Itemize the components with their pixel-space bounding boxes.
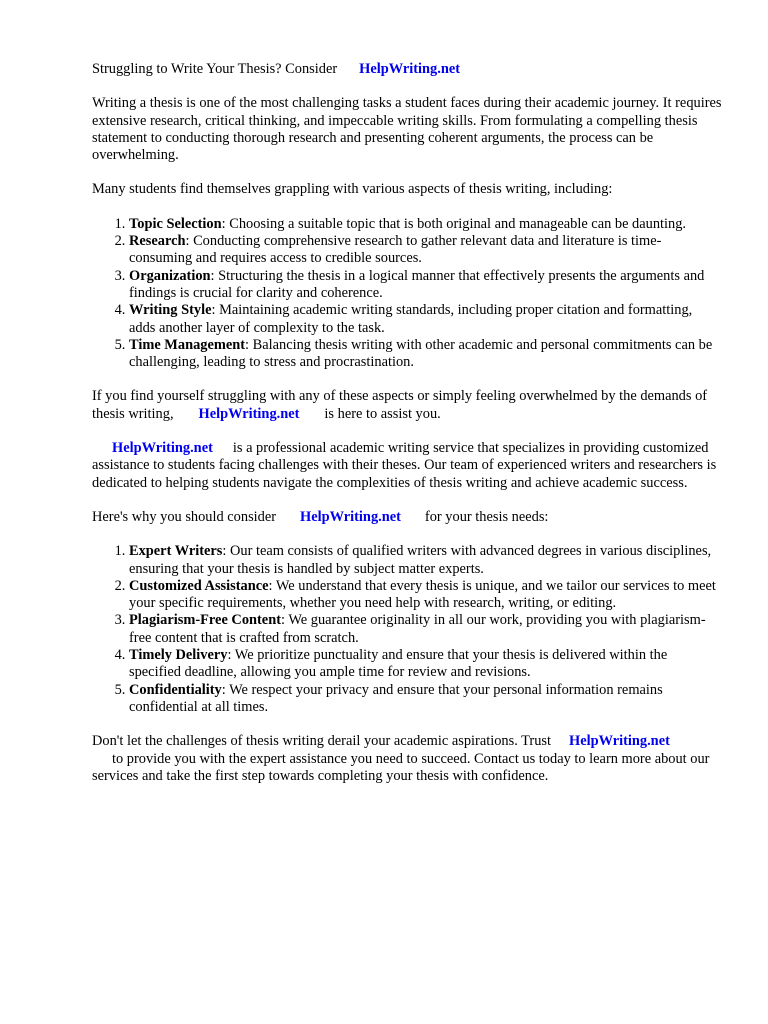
list-item: 2. Research: Conducting comprehensive research to gather relevant data and literature is time-consuming and requires access to credible sources. [129,233,722,268]
list-item-term: Organization [129,267,211,284]
list-item-term: Research [129,233,186,250]
intro-paragraph: Writing a thesis is one of the most challenging tasks a student faces during their academic journey. It requires extensive research, critical thinking, and impeccable writing skills. From formulating a compelling thesis statement to conducting thorough research and presenting coherent arguments, the process can be overwhelming. [92,95,722,164]
struggle-link[interactable]: HelpWriting.net [198,405,300,422]
list-item-text: We understand that every thesis is unique, and we tailor our services to meet your specific requirements, whether you need help with research, writing, or editing. [129,577,716,612]
closing-text-before: Don't let the challenges of thesis writing derail your academic aspirations. Trust [92,733,551,750]
reasons-lead-after: for your thesis needs: [424,508,549,525]
list-item-text: We guarantee originality in all our work, providing you with plagiarism-free content that is crafted from scratch. [129,612,706,646]
service-paragraph [92,440,722,492]
title-text: Struggling to Write Your Thesis? Consider [92,61,338,77]
list-item: 1. Expert Writers: Our team consists of qualified writers with advanced degrees in various disciplines, ensuring that your thesis is handled by subject matter experts. [129,543,722,578]
list-item-text: We prioritize punctuality and ensure that your thesis is delivered within the specified deadline, allowing you ample time for review and revisions. [129,647,668,681]
list-item-term: Confidentiality [129,681,222,698]
list-item-text: We respect your privacy and ensure that your personal information remains confidential at all times. [129,681,663,715]
struggle-paragraph [92,388,722,423]
list-item: 1. Topic Selection: Choosing a suitable topic that is both original and manageable can be daunting. [129,216,722,233]
closing-paragraph [92,733,722,785]
reasons-list [92,543,722,716]
list-item-text: Our team consists of qualified writers with advanced degrees in various disciplines, ensuring that your thesis is handled by subject matter experts. [129,543,712,577]
title-link[interactable]: HelpWriting.net [359,61,461,77]
list-item-text: Structuring the thesis in a logical manner that effectively presents the arguments and findings is crucial for clarity and coherence. [129,267,705,301]
reasons-lead-before: Here's why you should consider [92,508,277,525]
list-item-term: Expert Writers [129,543,223,560]
challenges-lead: Many students find themselves grappling with various aspects of thesis writing, including: [92,181,613,198]
list-item-term: Plagiarism-Free Content [129,612,281,629]
closing-text-after: to provide you with the expert assistance you need to succeed. Contact us today to learn more about our services and take the first step towards completing your thesis with confidence. [92,750,710,784]
struggle-text-after: is here to assist you. [324,405,441,422]
document-page [92,61,722,802]
reasons-lead-link[interactable]: HelpWriting.net [300,508,401,525]
list-item-term: Timely Delivery [129,647,228,664]
list-item-text: Conducting comprehensive research to gather relevant data and literature is time-consuming and requires access to credible sources. [129,233,662,267]
list-item-term: Customized Assistance [129,577,269,594]
list-item: 2. Customized Assistance: We understand that every thesis is unique, and we tailor our services to meet your specific requirements, whether you need help with research, writing, or editing. [129,578,722,613]
list-item-text: Choosing a suitable topic that is both original and manageable can be daunting. [225,215,687,232]
list-item-term: Writing Style [129,302,212,319]
list-item-term: Topic Selection [129,215,222,232]
list-item: 5. Time Management: Balancing thesis writing with other academic and personal commitments can be challenging, leading to stress and procrastination. [129,337,722,372]
challenges-list [92,216,722,372]
document-title [92,61,722,78]
list-item: 4. Writing Style: Maintaining academic writing standards, including proper citation and formatting, adds another layer of complexity to the task. [129,302,722,337]
service-text: is a professional academic writing service that specializes in providing customized assistance to students facing challenges with their theses. Our team of experienced writers and researchers is dedicated to helping students navigate the complexities of thesis writing and achieve academic success. [92,440,717,491]
list-item-term: Time Management [129,336,246,353]
list-item-text: Maintaining academic writing standards, including proper citation and formatting, adds another layer of complexity to the task. [129,302,693,336]
list-item-text: Balancing thesis writing with other academic and personal commitments can be challenging, leading to stress and procrastination. [129,336,713,371]
struggle-text-before: If you find yourself struggling with any of these aspects or simply feeling overwhelmed by the demands of thesis writing, [92,388,708,422]
list-item: 3. Organization: Structuring the thesis in a logical manner that effectively presents the arguments and findings is crucial for clarity and coherence. [129,268,722,303]
reasons-lead [92,509,722,526]
closing-link[interactable]: HelpWriting.net [569,733,670,750]
list-item: 4. Timely Delivery: We prioritize punctuality and ensure that your thesis is delivered within the specified deadline, allowing you ample time for review and revisions. [129,647,722,682]
list-item: 5. Confidentiality: We respect your privacy and ensure that your personal information remains confidential at all times. [129,682,722,717]
service-link[interactable]: HelpWriting.net [112,440,213,457]
list-item: 3. Plagiarism-Free Content: We guarantee originality in all our work, providing you with plagiarism-free content that is crafted from scratch. [129,612,722,647]
